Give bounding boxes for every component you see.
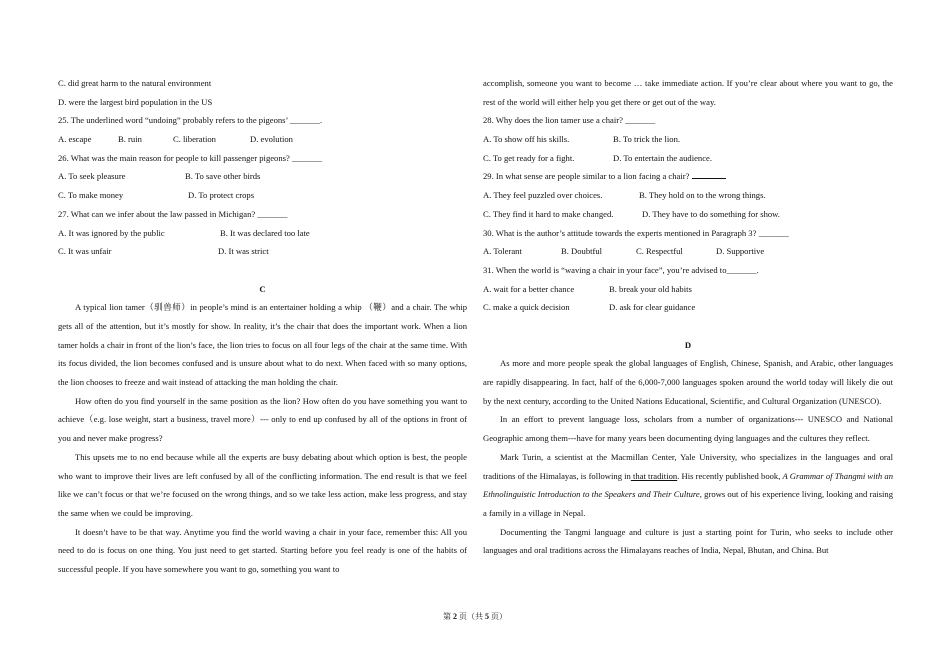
q30-option-a: A. Tolerant: [483, 246, 522, 257]
q28-options-row1: [483, 130, 893, 149]
q31-options-row1: [483, 280, 893, 299]
q30-option-c: C. Respectful: [636, 246, 683, 257]
q29-option-d: D. They have to do something for show.: [642, 208, 780, 219]
q27-options-row1: [58, 224, 467, 243]
q26-option-d: D. To protect crops: [188, 190, 255, 201]
q31-option-b: B. break your old habits: [609, 283, 692, 294]
q28-option-d: D. To entertain the audience.: [613, 152, 712, 163]
q30-options: [483, 242, 893, 261]
q24-option-d: D. were the largest bird population in the US: [58, 96, 213, 107]
q27-option-a: A. It was ignored by the public: [58, 227, 165, 238]
q25-option-a: A. escape: [58, 134, 92, 145]
q31-options-row2: [483, 298, 893, 317]
passage-c-continuation: accomplish, someone you want to become … take immediate action. If you’re clear about where you want to go, the rest of the world will either help you get there or get out of the way.: [483, 78, 893, 107]
passage-d-paragraph-3: [483, 448, 893, 523]
q29-option-c: C. They find it hard to make changed.: [483, 208, 614, 219]
q24-option-c: C. did great harm to the natural environment: [58, 78, 212, 88]
q25-option-b: B. ruin: [118, 134, 142, 145]
underlined-that-tradition: that tradition: [630, 470, 678, 481]
passage-c-paragraph-1: A typical lion tamer（驯兽师）in people’s mind is an entertainer holding a whip （鞭）and a chair. The whip gets all of the attention, but it’s mostly for show. In reality, it’s the chair that does the important work. When a lion tamer holds a chair in front of the lion’s face, the lion tries to focus on all four legs of the chair at the same time. With its focus divided, the lion becomes confused and is unsure about what to do next. When faced with so many options, the lion chooses to freeze and wait instead of attacking the man holding the chair.: [58, 302, 467, 388]
page-footer: [0, 611, 950, 622]
passage-c-paragraph-2: How often do you find yourself in the same position as the lion? How often do you have something you want to achieve（e.g. lose weight, start a business, travel more）--- only to end up confused by all of the options in front of you and never make progress?: [58, 395, 467, 444]
q28-option-a: A. To show off his skills.: [483, 134, 570, 145]
turin-text-a: Mark Turin, a scientist at the Macmillan Center, Yale University, who specializes in the languages and oral traditions of the Himalayas, is following in: [483, 451, 893, 481]
q28-question: 28. Why does the lion tamer use a chair? _______: [483, 115, 656, 126]
passage-d-paragraph-1: As more and more people speak the global languages of English, Chinese, Spanish, and Arabic, other languages are rapidly disappearing. In fact, half of the 6,000-7,000 languages spoken around the world today will likely die out by the next century, according to the United Nations Educational, Scientific, and Cultural Organization (UNESCO).: [483, 358, 893, 406]
q30-option-d: D. Supportive: [716, 246, 765, 257]
q29-option-b: B. They hold on to the wrong things.: [639, 190, 766, 201]
footer-page-number: 2: [453, 612, 457, 621]
q29-answer-blank: [692, 169, 726, 179]
q26-option-b: B. To save other birds: [185, 171, 261, 182]
q29-question: [483, 167, 893, 186]
q31-option-c: C. make a quick decision: [483, 302, 570, 313]
q26-options-row1: [58, 167, 467, 186]
q29-options-row2: [483, 205, 893, 224]
footer-pre: 第: [443, 612, 451, 621]
q27-option-b: B. It was declared too late: [220, 227, 310, 238]
passage-d-paragraph-4: Documenting the Tangmi language and culture is just a starting point for Turin, who seeks to include other languages and oral traditions across the Himalayans reaches of India, Nepal, Bhutan, and China. But: [483, 526, 893, 556]
q29-option-a: A. They feel puzzled over choices.: [483, 190, 603, 201]
q31-option-a: A. wait for a better chance: [483, 283, 575, 294]
q29-text: 29. In what sense are people similar to a lion facing a chair?: [483, 171, 690, 182]
turin-text-c: , grows out of his experience living, looking and raising a family in a village in Nepal.: [483, 489, 893, 518]
q25-options: [58, 130, 467, 149]
q27-option-d: D. It was strict: [218, 246, 269, 257]
q27-question: 27. What can we infer about the law passed in Michigan? _______: [58, 208, 288, 219]
book-title: A Grammar of Thangmi with an Ethnolinguistic Introduction to the Speakers and Their Culture: [483, 470, 893, 500]
q29-options-row1: [483, 186, 893, 205]
footer-post: 页）: [491, 612, 507, 621]
passage-d-paragraph-2: In an effort to prevent language loss, scholars from a number of organizations--- UNESCO and National Geographic among them---have for many years been documenting dying languages and the cultures they reflect.: [483, 414, 893, 444]
q26-options-row2: [58, 186, 467, 205]
q31-option-d: D. ask for clear guidance: [609, 302, 696, 313]
q30-question: 30. What is the author’s attitude towards the experts mentioned in Paragraph 3? _______: [483, 227, 789, 238]
q31-question: 31. When the world is “waving a chair in your face”, you’re advised to_______.: [483, 264, 759, 275]
q27-option-c: C. It was unfair: [58, 246, 112, 257]
turin-text-b: . His recently published book,: [677, 470, 783, 481]
q28-option-b: B. To trick the lion.: [613, 134, 681, 145]
q26-option-c: C. To make money: [58, 190, 124, 201]
passage-c-paragraph-4: It doesn’t have to be that way. Anytime you find the world waving a chair in your face, remember this: All you need to do is focus on one thing. You just need to get started. Starting before you feel ready is one of the habits of successful people. If you have somewhere you want to go, something you want to: [58, 526, 467, 575]
right-column: [483, 74, 893, 560]
q25-option-c: C. liberation: [173, 134, 216, 145]
q28-option-c: C. To get ready for a fight.: [483, 152, 575, 163]
q25-option-d: D. evolution: [250, 134, 293, 145]
passage-c-paragraph-3: This upsets me to no end because while all the experts are busy debating about which option is best, the people who want to improve their lives are left confused by all of the conflicting information. The end result is that we feel like we can’t focus or that we’re focused on the wrong things, and so we take less action, make less progress, and stay the same when we could be improving.: [58, 451, 467, 518]
q27-options-row2: [58, 242, 467, 261]
footer-mid: 页（共: [459, 612, 483, 621]
q28-options-row2: [483, 149, 893, 168]
q30-option-b: B. Doubtful: [561, 246, 603, 257]
footer-total-pages: 5: [485, 612, 489, 621]
q26-option-a: A. To seek pleasure: [58, 171, 126, 182]
section-heading-c: C: [259, 283, 266, 294]
q26-question: 26. What was the main reason for people to kill passenger pigeons? _______: [58, 152, 323, 163]
section-heading-d: D: [684, 339, 692, 350]
q25-question: 25. The underlined word “undoing” probably refers to the pigeons’ _______.: [58, 115, 323, 126]
left-column: [58, 74, 467, 579]
